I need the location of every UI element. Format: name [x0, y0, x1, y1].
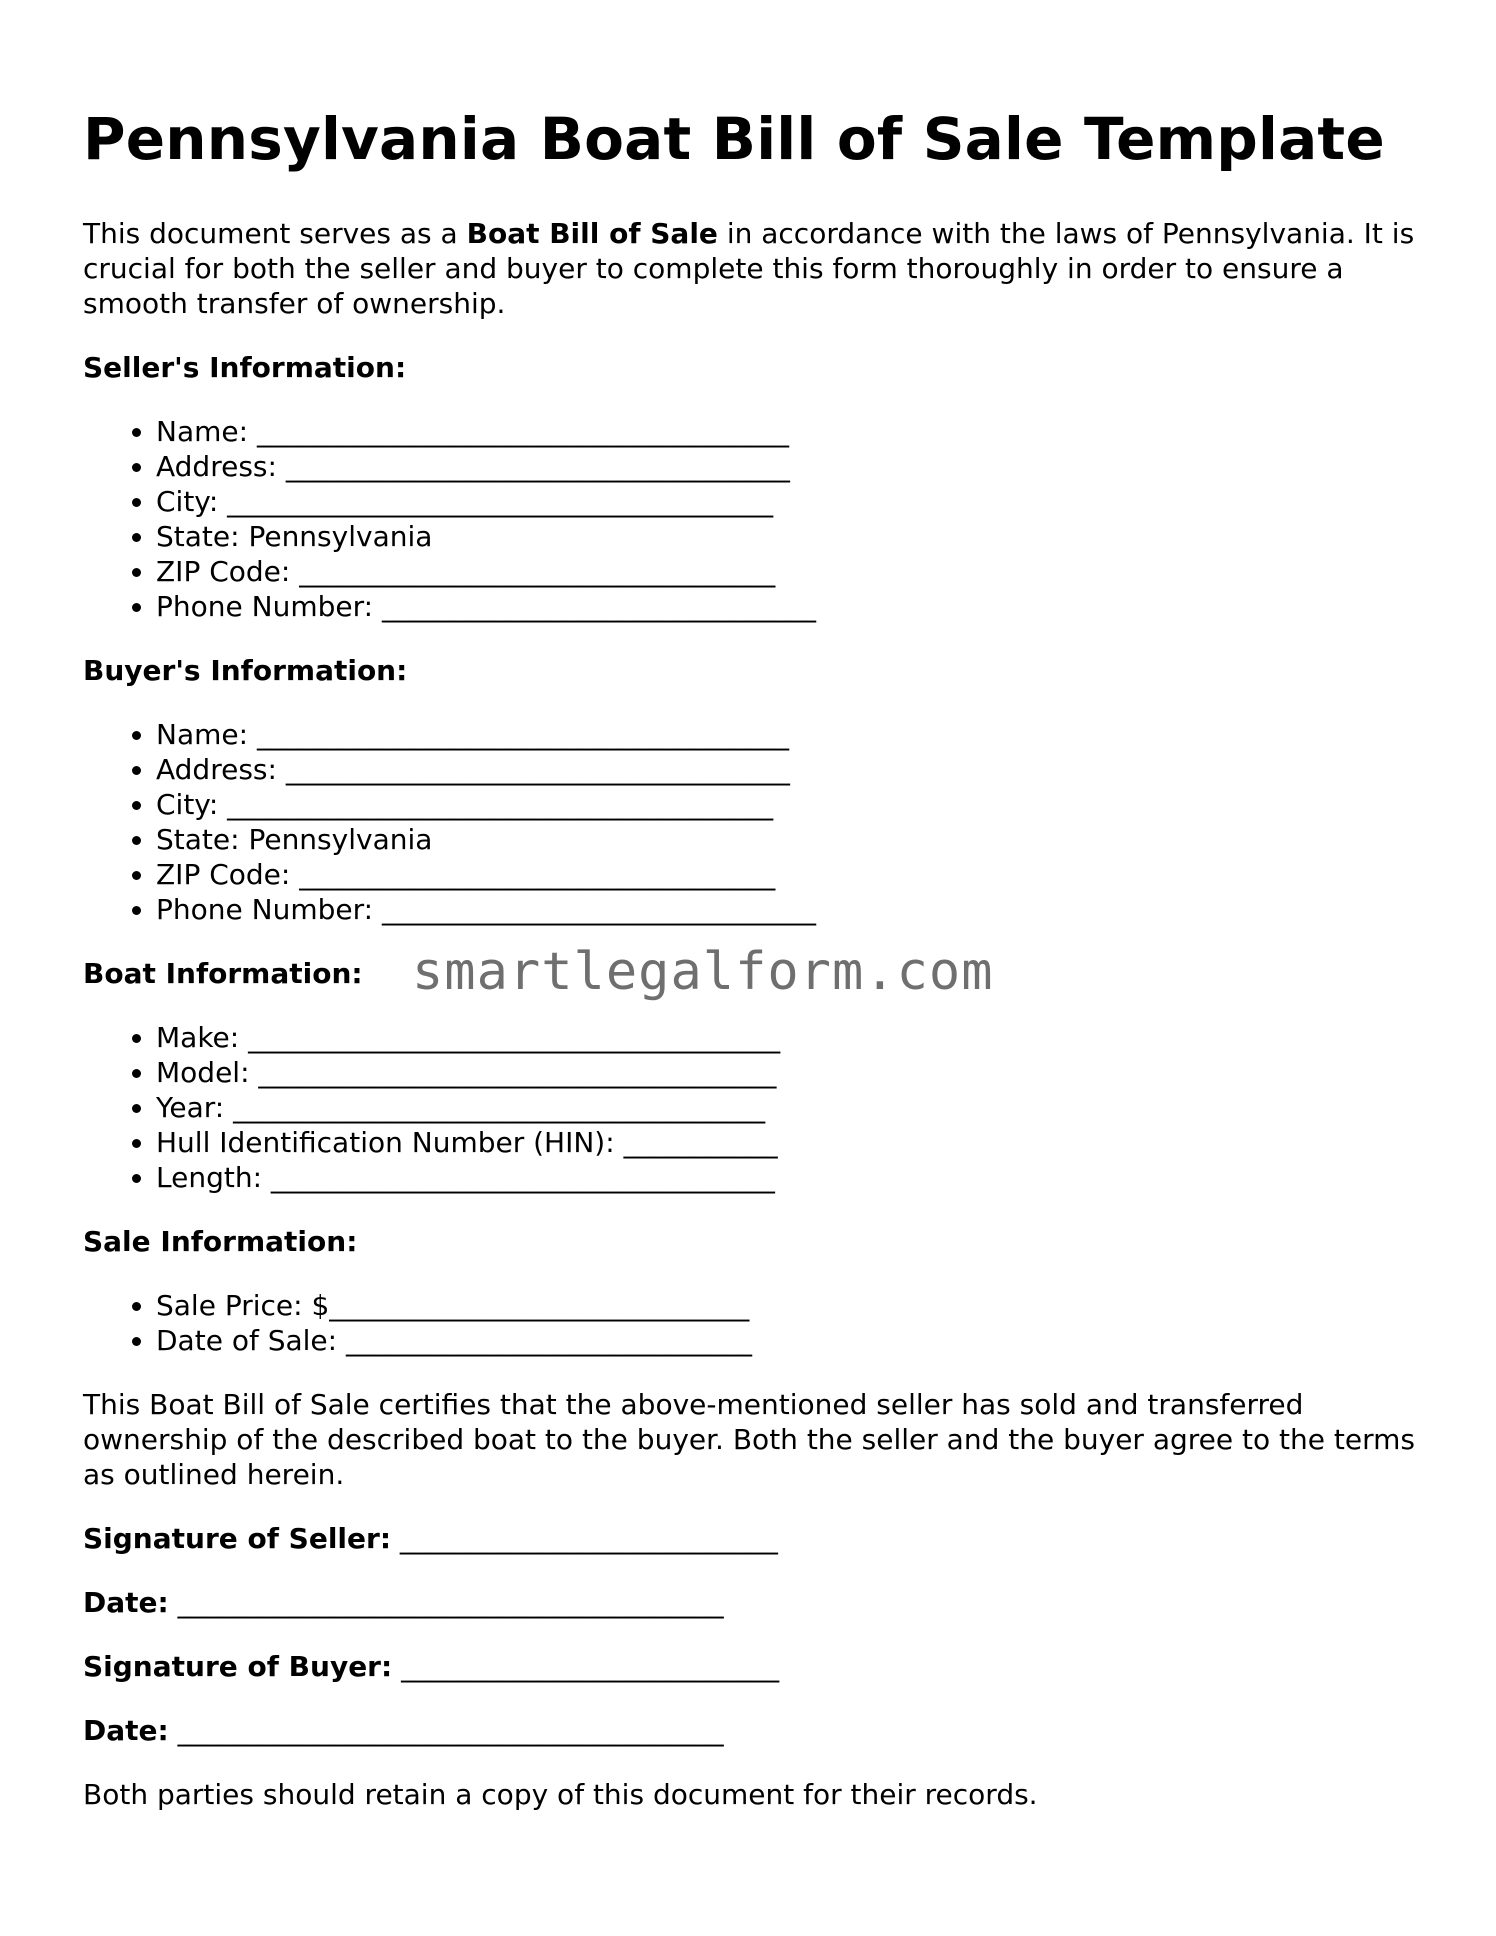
seller-name-field[interactable]: • Name: ______________________________________: [156, 414, 1423, 449]
buyer-heading: Buyer's Information:: [83, 654, 408, 687]
seller-heading: Seller's Information:: [83, 351, 407, 384]
buyer-name-field[interactable]: • Name: ______________________________________: [156, 717, 1423, 752]
sale-date-field[interactable]: • Date of Sale: _____________________________: [156, 1323, 1423, 1358]
retain-copy-note: Both parties should retain a copy of this document for their records.: [83, 1778, 1038, 1811]
seller-state-field: • State: Pennsylvania: [156, 519, 1423, 554]
document-title: Pennsylvania Boat Bill of Sale Template: [83, 105, 1385, 173]
boat-year-field[interactable]: • Year: ______________________________________: [156, 1090, 1423, 1125]
seller-signature-line[interactable]: [83, 1521, 1423, 1556]
intro-bold-term: Boat Bill of Sale: [466, 217, 718, 250]
buyer-signature-label: Signature of Buyer:: [83, 1650, 393, 1683]
certification-paragraph: This Boat Bill of Sale certifies that the above-mentioned seller has sold and transferred ownership of the described boat to the buyer. Both the seller and the buyer agree to the terms as outlined herein.: [83, 1388, 1415, 1491]
boat-model-field[interactable]: • Model: _____________________________________: [156, 1055, 1423, 1090]
buyer-date-blank[interactable]: _______________________________________: [168, 1714, 724, 1747]
seller-date-blank[interactable]: _______________________________________: [168, 1586, 724, 1619]
intro-text-after: in accordance with the laws of Pennsylvania. It is crucial for both the seller and buyer to complete this form thoroughly in order to ensure a smooth transfer of ownership.: [83, 217, 1415, 320]
seller-signature-blank[interactable]: ___________________________: [391, 1522, 778, 1555]
seller-date-label: Date:: [83, 1586, 169, 1619]
buyer-zip-field[interactable]: • ZIP Code: __________________________________: [156, 857, 1423, 892]
watermark: smartlegalform.com: [412, 942, 994, 1002]
boat-fields-list: [83, 1020, 1423, 1195]
boat-heading: Boat Information:: [83, 957, 363, 990]
seller-phone-field[interactable]: • Phone Number: _______________________________: [156, 589, 1423, 624]
boat-hin-field[interactable]: • Hull Identification Number (HIN): ___________: [156, 1125, 1423, 1160]
buyer-date-label: Date:: [83, 1714, 169, 1747]
seller-signature-label: Signature of Seller:: [83, 1522, 392, 1555]
intro-text-before: This document serves as a: [83, 217, 467, 250]
boat-length-field[interactable]: • Length: ____________________________________: [156, 1160, 1423, 1195]
seller-date-line[interactable]: [83, 1585, 1423, 1620]
sale-heading: Sale Information:: [83, 1225, 358, 1258]
intro-paragraph: [83, 216, 1423, 321]
buyer-city-field[interactable]: • City: _______________________________________: [156, 787, 1423, 822]
buyer-date-line[interactable]: [83, 1713, 1423, 1748]
buyer-address-field[interactable]: • Address: ____________________________________: [156, 752, 1423, 787]
seller-fields-list: [83, 414, 1423, 624]
boat-make-field[interactable]: • Make: ______________________________________: [156, 1020, 1423, 1055]
seller-zip-field[interactable]: • ZIP Code: __________________________________: [156, 554, 1423, 589]
sale-price-field[interactable]: • Sale Price: $______________________________: [156, 1288, 1423, 1323]
buyer-signature-blank[interactable]: ___________________________: [392, 1650, 780, 1683]
buyer-fields-list: [83, 717, 1423, 927]
buyer-signature-line[interactable]: [83, 1649, 1423, 1684]
buyer-state-field: • State: Pennsylvania: [156, 822, 1423, 857]
buyer-phone-field[interactable]: • Phone Number: _______________________________: [156, 892, 1423, 927]
seller-city-field[interactable]: • City: _______________________________________: [156, 484, 1423, 519]
sale-fields-list: [83, 1288, 1423, 1358]
seller-address-field[interactable]: • Address: ____________________________________: [156, 449, 1423, 484]
